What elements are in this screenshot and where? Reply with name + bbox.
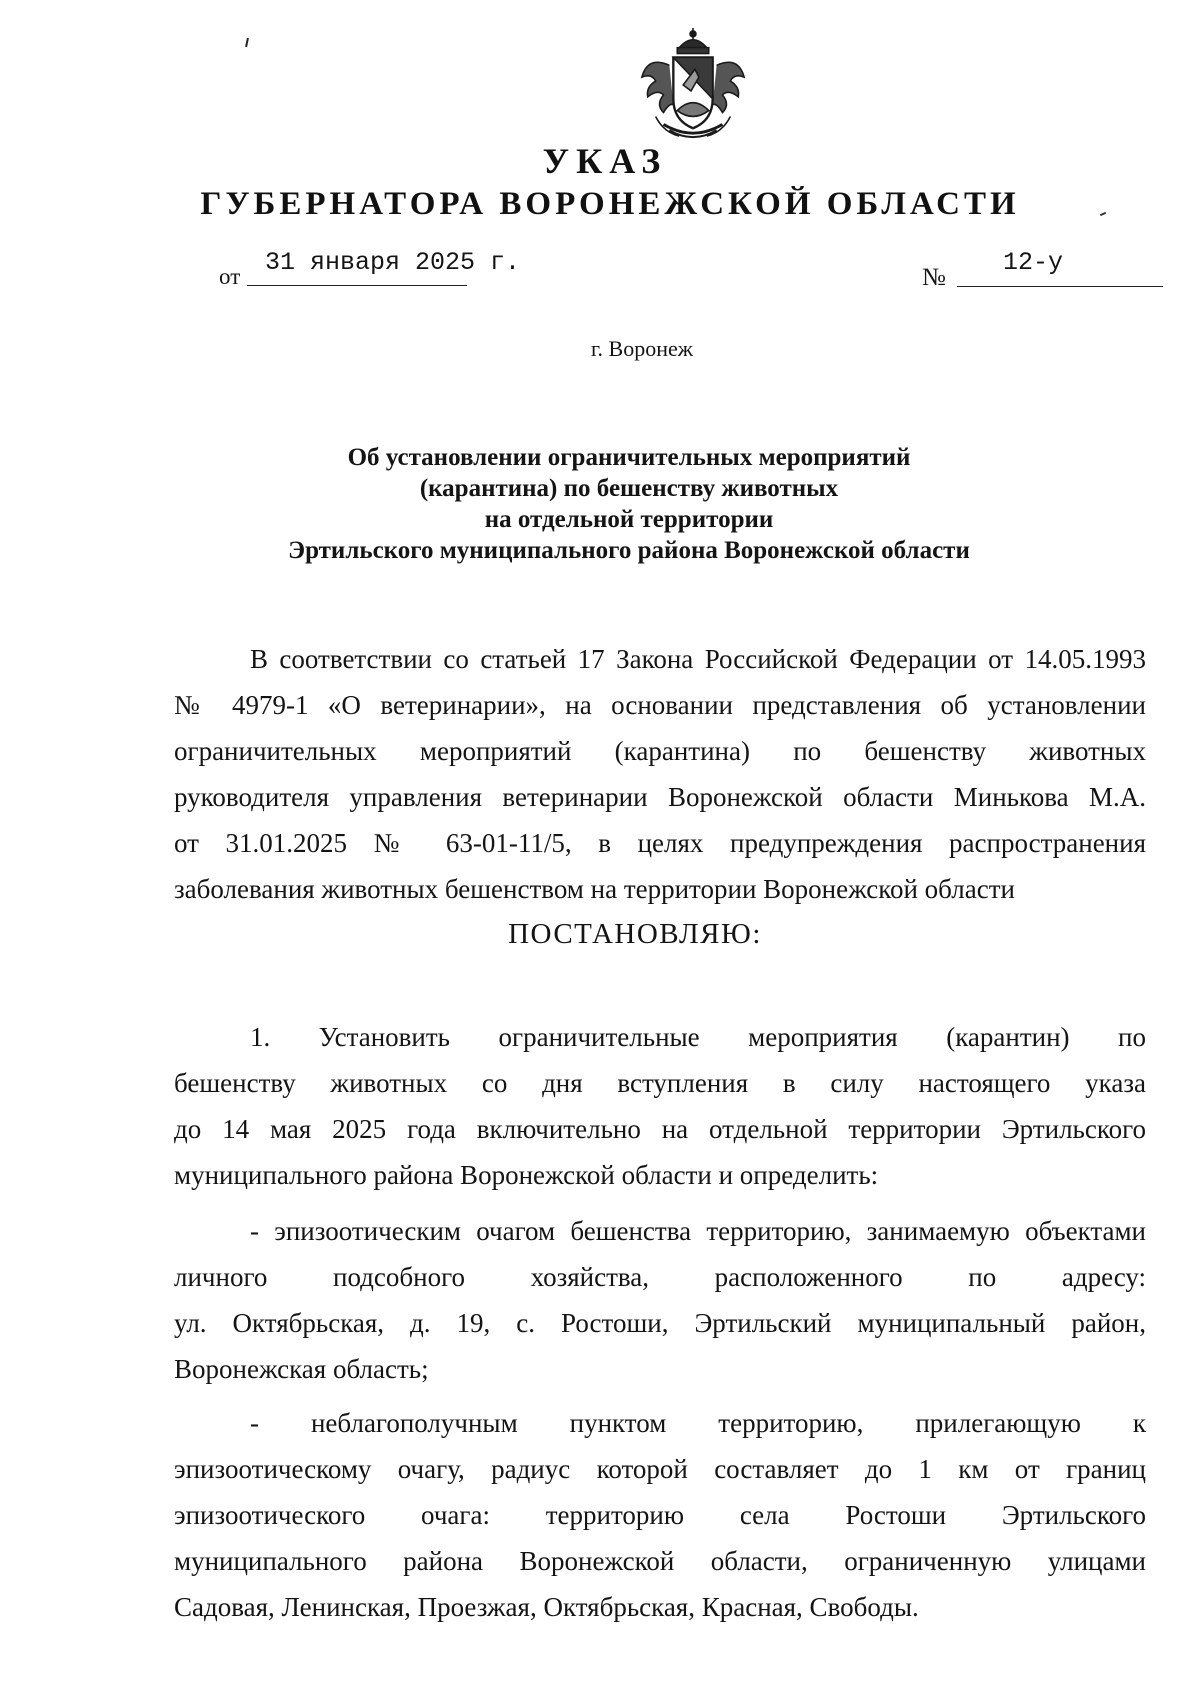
item-1-paragraph <box>174 1014 1146 1198</box>
preamble-paragraph <box>174 636 1146 912</box>
issuer-heading: ГУБЕРНАТОРА ВОРОНЕЖСКОЙ ОБЛАСТИ <box>200 186 1020 222</box>
paragraph-line: Воронежская область; <box>174 1354 429 1384</box>
paragraph-line: Садовая, Ленинская, Проезжая, Октябрьская, Красная, Свободы. <box>174 1592 919 1622</box>
paragraph-line: муниципального района Воронежской области, ограниченную улицами <box>174 1546 1146 1576</box>
paragraph-line: эпизоотического очага: территорию села Ростоши Эртильского <box>174 1500 1146 1530</box>
paragraph-line: до 14 мая 2025 года включительно на отдельной территории Эртильского <box>174 1114 1146 1144</box>
unfavorable-point-paragraph <box>174 1400 1146 1630</box>
paragraph-line: - неблагополучным пунктом территорию, прилегающую к <box>250 1408 1146 1438</box>
subject-line: на отдельной территории <box>484 506 774 533</box>
paragraph-line: от 31.01.2025 № 63-01-11/5, в целях предупреждения распространения <box>174 828 1146 858</box>
subject-line: (карантина) по бешенству животных <box>419 475 839 502</box>
decree-subject <box>0 442 1200 566</box>
paragraph-line: бешенству животных со дня вступления в силу настоящего указа <box>174 1068 1146 1098</box>
subject-line: Эртильского муниципального района Воронежской области <box>288 537 970 564</box>
subject-line: Об установлении ограничительных мероприятий <box>347 444 911 471</box>
epizootic-focus-paragraph <box>174 1208 1146 1392</box>
city-label: г. Воронеж <box>591 336 693 361</box>
paragraph-line: ограничительных мероприятий (карантина) по бешенству животных <box>174 736 1146 766</box>
paragraph-line: В соответствии со статьей 17 Закона Российской Федерации от 14.05.1993 <box>250 644 1146 674</box>
paragraph-line: - эпизоотическим очагом бешенства территорию, занимаемую объектами <box>250 1216 1146 1246</box>
coat-of-arms-emblem <box>634 26 752 144</box>
paragraph-line: муниципального района Воронежской области и определить: <box>174 1160 879 1190</box>
decree-date: 31 января 2025 г. <box>265 248 521 277</box>
scan-mark <box>245 38 249 47</box>
document-type-heading: УКАЗ <box>542 141 668 181</box>
date-prefix-label: от <box>219 264 241 289</box>
paragraph-line: личного подсобного хозяйства, расположенного по адресу: <box>174 1262 1146 1292</box>
paragraph-line: руководителя управления ветеринарии Воронежской области Минькова М.А. <box>174 782 1146 812</box>
number-prefix-label: № <box>922 264 946 291</box>
paragraph-line: ул. Октябрьская, д. 19, с. Ростоши, Эртильский муниципальный район, <box>174 1308 1146 1338</box>
resolution-word: ПОСТАНОВЛЯЮ: <box>508 918 762 950</box>
paragraph-line: 1. Установить ограничительные мероприятия (карантин) по <box>250 1022 1146 1052</box>
paragraph-line: № 4979-1 «О ветеринарии», на основании представления об установлении <box>174 690 1146 720</box>
paragraph-line: заболевания животных бешенством на территории Воронежской области <box>174 874 1015 904</box>
decree-number: 12-у <box>1003 248 1064 277</box>
paragraph-line: эпизоотическому очагу, радиус которой составляет до 1 км от границ <box>174 1454 1146 1484</box>
